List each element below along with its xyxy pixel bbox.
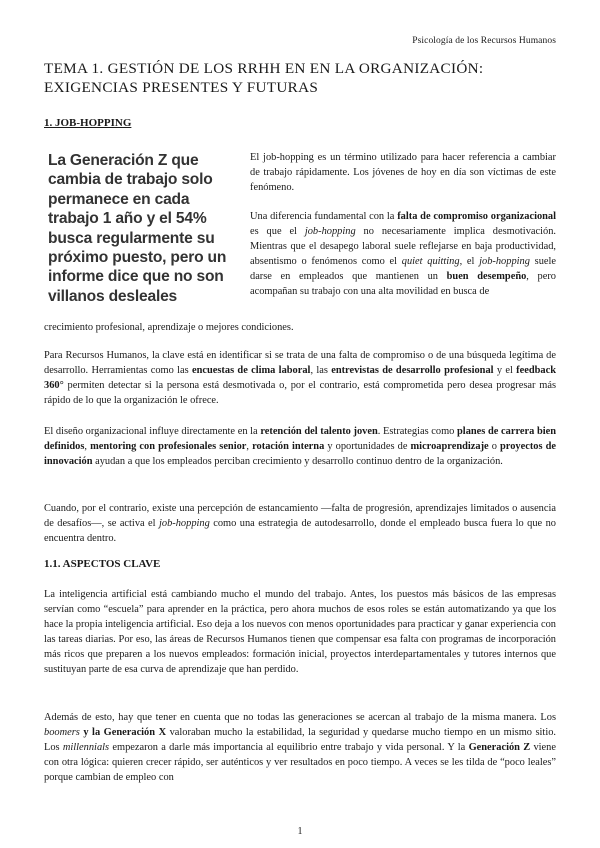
paragraph-hr-key: Para Recursos Humanos, la clave está en identificar si se trata de una falta de compromiso o de una búsqueda legítima de desarrollo. Herramientas como las encuestas de clima laboral, las entrevistas de desarrollo profesional y el feedback 360° permiten detectar si la persona está desmotivada o, por el contrario, está comprometida pero desea progresar más rápido de lo que la organización le ofrece. — [44, 350, 556, 407]
pull-quote: La Generación Z que cambia de trabajo solo permanece en cada trabajo 1 año y el 54% busca regularmente su próximo puesto, pero un informe dice que no son villanos desleales — [48, 152, 227, 305]
paragraph-org-design: El diseño organizacional influye directamente en la retención del talento joven. Estrategias como planes de carrera bien definidos, mentoring con profesionales senior, rotación interna y oportunidades de microaprendizaje o proyectos de innovación ayudan a que los empleados perciban crecimiento y desarrollo continuo dentro de la organización. — [44, 426, 557, 468]
paragraph-generations: Además de esto, hay que tener en cuenta que no todas las generaciones se acercan al trabajo de la misma manera. Los boomers y la Generación X valoraban mucho la estabilidad, la seguridad y quedarse mucho tiempo en un mismo sitio. Los millennials empezaron a darle más importancia al equilibrio entre trabajo y vida personal. Y la Generación Z viene con otra lógica: quieren crecer rápido, ser auténticos y ver resultados en poco tiempo. A veces se les tilda de “poco leales” porque cambian de empleo con — [44, 712, 557, 784]
section-heading-key-aspects: 1.1. ASPECTOS CLAVE — [44, 558, 161, 570]
paragraph-difference-tail: crecimiento profesional, aprendizaje o mejores condiciones. — [44, 322, 294, 333]
paragraph-ai-impact: La inteligencia artificial está cambiando mucho el mundo del trabajo. Antes, los puestos más básicos de las empresas servían como “escuela” para aprender en la práctica, pero ahora muchos de esos roles se están automatizando ya que los hace la propia inteligencia artificial. Eso deja a los nuevos con menos oportunidades para practicar y ganar experiencia con las tareas diarias. Por eso, las áreas de Recursos Humanos tienen que compensar esa falta con programas de incorporación más ricos que preparen a los nuevos empleados: formación inicial, proyectos interdepartamentales y tutores internos que sustituyan parte de esa curva de aprendizaje que han perdido. — [44, 589, 556, 676]
paragraph-definition: El job-hopping es un término utilizado para hacer referencia a cambiar de trabajo rápidamente. Los jóvenes de hoy en día son víctimas de este fenómeno. — [250, 152, 556, 194]
paragraph-difference: Una diferencia fundamental con la falta de compromiso organizacional es que el job-hopping no necesariamente implica desmotivación. Mientras que el desapego laboral suele reflejarse en baja productividad, absentismo o fenómenos como el quiet quitting, el job-hopping suele darse en empleados que mantienen un buen desempeño, pero acompañan su trabajo con una alta movilidad en busca de — [250, 211, 557, 298]
section-heading-job-hopping: 1. JOB-HOPPING — [44, 117, 132, 129]
document-title: TEMA 1. GESTIÓN DE LOS RRHH EN EN LA ORGANIZACIÓN: EXIGENCIAS PRESENTES Y FUTURAS — [44, 60, 484, 96]
page-number: 1 — [297, 826, 303, 837]
paragraph-stagnation: Cuando, por el contrario, existe una percepción de estancamiento —falta de progresión, aprendizajes limitados o ausencia de desafíos—, se activa el job-hopping como una estrategia de autodesarrollo, donde el empleado busca fuera lo que no encuentra dentro. — [44, 503, 556, 545]
running-header: Psicología de los Recursos Humanos — [412, 36, 556, 46]
